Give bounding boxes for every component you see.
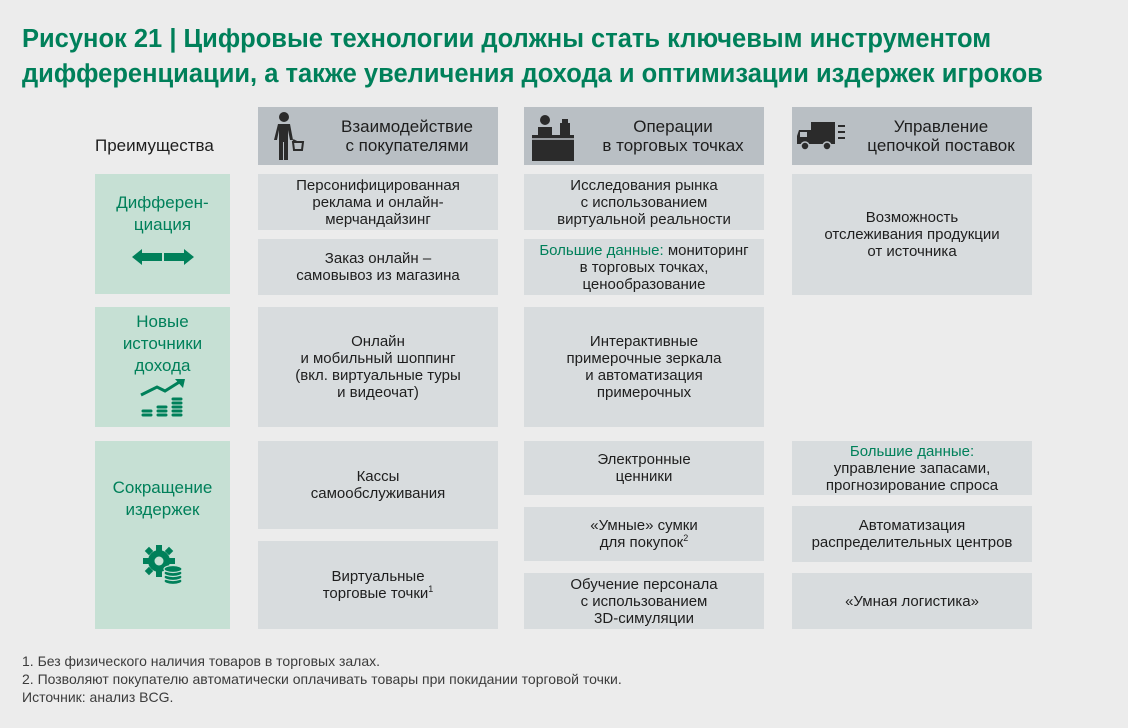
cell-personalized-advertising [258,174,498,230]
cell-text-line: ценники [615,468,673,485]
column-header-customers [258,107,498,165]
column-header-line-2: в торговых точках [602,136,744,155]
cell-text-line: Интерактивные [589,333,699,350]
category-line-2: издержек [125,500,200,519]
cell-highlight: Большие данные: [539,241,664,259]
checkout-counter-icon [524,107,582,165]
cell-text-line [539,242,748,259]
cell-text-line: и видеочат) [337,384,419,401]
column-header-operations [524,107,764,165]
cell-text-line: самовывоз из магазина [296,267,460,284]
title-line-2: дифференциации, а также увеличения дохода и оптимизации издержек игроков [22,60,1043,88]
cell-text-line: отслеживания продукции [824,226,1000,243]
cell-text-line: с использованием [580,592,708,610]
cell-text-line: Кассы [356,468,400,485]
category-line-2: источники [122,334,203,353]
cell-text-line: Виртуальные [331,568,425,585]
cell-text-line: и мобильный шоппинг [300,350,456,367]
cell-text-line: ценообразование [582,275,706,293]
category-line-3: дохода [134,356,191,375]
arrows-icon [130,246,196,274]
footnote-marker-1: 1 [428,584,434,594]
cell-electronic-price-tags [524,441,764,495]
cell-text-line: «Умная логистика» [845,592,979,610]
cell-order-online-pickup [258,239,498,295]
title-line-1: Рисунок 21 | Цифровые технологии должны стать ключевым инструментом [22,25,992,53]
category-line-1: Новые [136,312,189,331]
cell-text-line [600,534,689,551]
cell-big-data-monitoring [524,239,764,295]
cell-text-line [323,585,434,602]
cell-highlight: Большие данные: [849,442,975,460]
cell-text-line: виртуальной реальности [557,210,731,228]
cell-text-line: Электронные [597,451,691,468]
cell-text-line: Заказ онлайн – [324,250,432,267]
cell-text-main: торговые точки [322,585,429,602]
cell-distribution-automation [792,506,1032,562]
column-header-line-2: цепочкой поставок [867,136,1015,155]
category-line-2: циация [133,215,192,234]
cell-text-line: Персонифицированная [296,176,460,194]
column-header-line-1: Взаимодействие [341,117,473,136]
category-line-1: Сокращение [112,478,213,497]
cell-text-line: от источника [867,243,957,260]
cell-text-line: Исследования рынка [570,176,718,194]
cell-staff-training-3d [524,573,764,629]
cell-text-line: (вкл. виртуальные туры [295,367,461,384]
figure-title [22,22,1112,92]
benefits-label: Преимущества [95,136,214,155]
cell-text-line: Онлайн [351,333,405,350]
cell-big-data-inventory [792,441,1032,495]
category-cost-reduction [95,441,230,629]
footnotes [22,652,622,706]
cell-text-main: для покупок [599,534,684,551]
cell-text-line: Обучение персонала [570,575,718,593]
source-note: Источник: анализ BCG. [22,689,174,705]
cell-text-line: Автоматизация [858,517,966,534]
cell-text-line: 3D-симуляции [594,609,694,627]
cell-smart-bags [524,507,764,561]
cell-text-line: «Умные» сумки [590,517,698,534]
shopper-icon [258,107,316,165]
category-differentiation [95,174,230,294]
footnote-2: 2. Позволяют покупателю автоматически оплачивать товары при покидании торговой точки. [22,671,622,687]
cell-text-main: мониторинг [667,241,749,259]
footnote-marker-2: 2 [683,533,689,543]
cell-text-line: управление запасами, [833,459,991,477]
cell-text-line: Возможность [865,209,959,226]
cell-text-line: примерочные зеркала [566,350,722,367]
gear-coins-icon [143,545,183,591]
footnote-1: 1. Без физического наличия товаров в торговых залах. [22,653,381,669]
cell-interactive-mirrors [524,307,764,427]
column-header-supply-chain [792,107,1032,165]
growth-coins-icon [137,377,189,427]
cell-text-line: в торговых точках, [579,258,709,276]
delivery-truck-icon [792,107,850,165]
cell-text-line: самообслуживания [310,485,446,502]
cell-text-line: и автоматизация [585,367,703,384]
column-header-line-1: Операции [633,117,713,136]
cell-text-line: распределительных центров [811,534,1013,551]
cell-text-line: с использованием [580,193,708,211]
cell-text-line: мерчандайзинг [325,210,431,228]
category-line-1: Дифферен- [116,193,209,212]
cell-text-line: примерочных [596,384,692,401]
cell-text-line: прогнозирование спроса [825,476,999,494]
cell-product-tracking [792,174,1032,295]
cell-self-checkout [258,441,498,529]
cell-smart-logistics [792,573,1032,629]
cell-online-mobile-shopping [258,307,498,427]
cell-virtual-stores [258,541,498,629]
cell-market-research-vr [524,174,764,230]
category-new-revenue [95,307,230,427]
cell-text-line: реклама и онлайн- [312,193,444,211]
column-header-line-1: Управление [893,117,989,136]
column-header-line-2: с покупателями [345,136,469,155]
